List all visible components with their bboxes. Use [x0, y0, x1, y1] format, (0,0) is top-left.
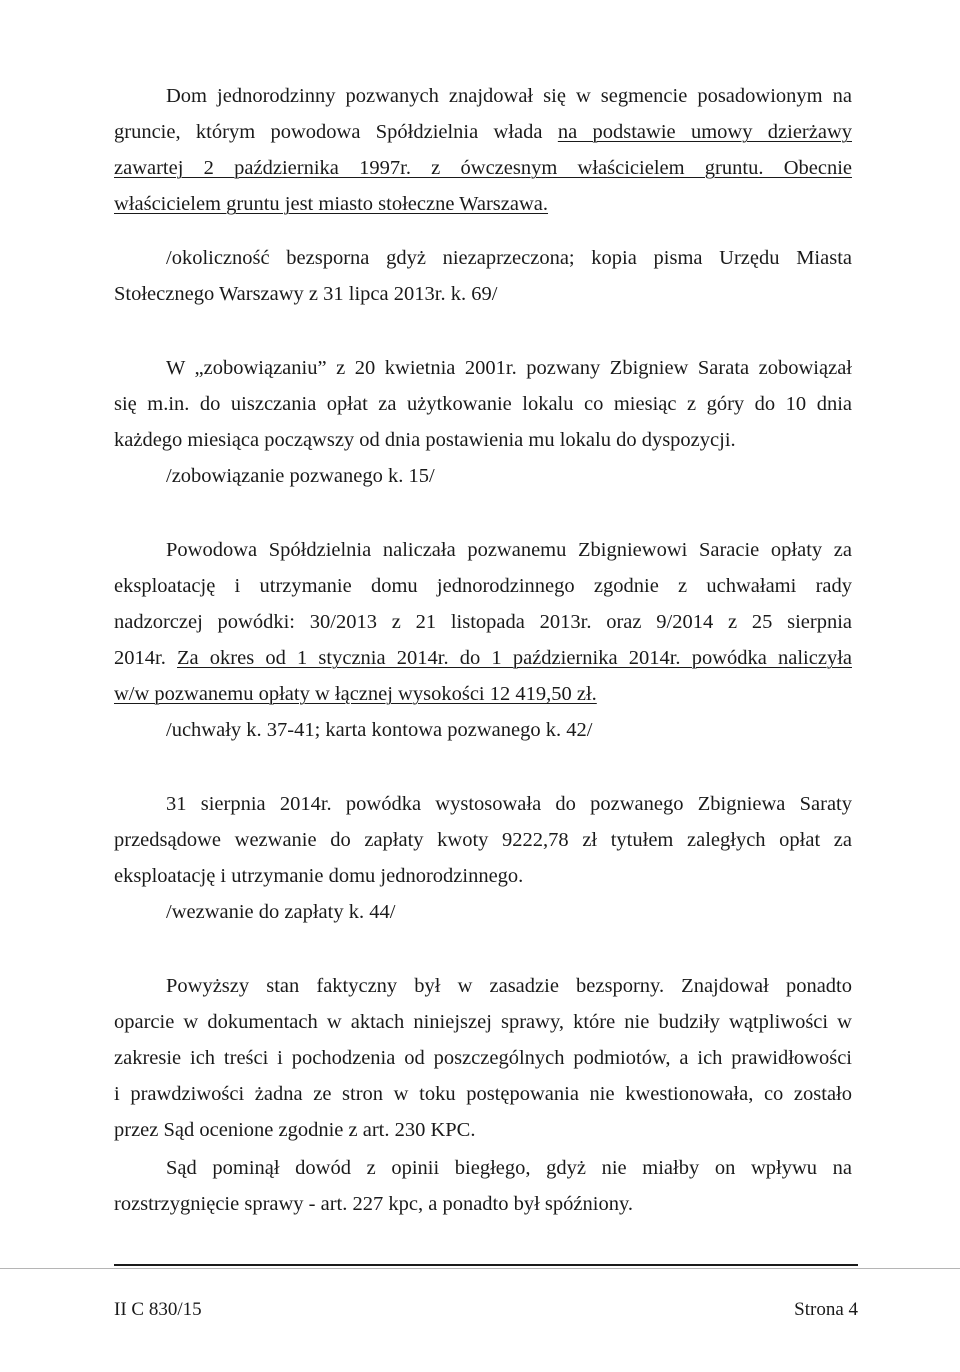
- case-number: II C 830/15: [114, 1299, 202, 1320]
- text-line: 31 sierpnia 2014r. powódka wystosowała do pozwanego Zbigniewa Saraty: [166, 793, 852, 815]
- paragraph-1-note: [114, 240, 852, 312]
- underlined-text: w/w pozwanemu opłaty w łącznej wysokości 12 419,50 zł.: [114, 683, 597, 705]
- text-line: Powyższy stan faktyczny był w zasadzie bezsporny. Znajdował ponadto: [166, 975, 852, 997]
- text-line: [114, 186, 852, 222]
- text-span: gruncie, którym powodowa Spółdzielnia włada: [114, 121, 558, 143]
- text-line: /zobowiązanie pozwanego k. 15/: [166, 465, 435, 487]
- text-line: przez Sąd ocenione zgodnie z art. 230 KPC.: [114, 1119, 476, 1141]
- text-line: [114, 676, 852, 712]
- text-line: eksploatację i utrzymanie domu jednorodzinnego zgodnie z uchwałami rady: [114, 575, 852, 597]
- paragraph-5: [114, 968, 852, 1148]
- text-line: oparcie w dokumentach w aktach niniejszej sprawy, które nie budziły wątpliwości w: [114, 1011, 852, 1033]
- text-line: [114, 640, 852, 676]
- text-line: [114, 114, 852, 150]
- footer-divider: [114, 1264, 858, 1266]
- paragraph-4: [114, 786, 852, 930]
- text-line: się m.in. do uiszczania opłat za użytkowanie lokalu co miesiąc z góry do 10 dnia: [114, 393, 852, 415]
- underlined-text-line: zawartej 2 października 1997r. z ówczesnym właścicielem gruntu. Obecnie: [114, 157, 852, 179]
- text-line: /okoliczność bezsporna gdyż niezaprzeczona; kopia pisma Urzędu Miasta: [166, 247, 852, 269]
- text-line: Sąd pominął dowód z opinii biegłego, gdyż nie miałby on wpływu na: [166, 1157, 852, 1179]
- text-line: Powodowa Spółdzielnia naliczała pozwanemu Zbigniewowi Saracie opłaty za: [166, 539, 852, 561]
- text-line: Stołecznego Warszawy z 31 lipca 2013r. k. 69/: [114, 283, 498, 305]
- text-line: i prawdziwości żadna ze stron w toku postępowania nie kwestionowała, co zostało: [114, 1083, 852, 1105]
- text-line: W „zobowiązaniu” z 20 kwietnia 2001r. pozwany Zbigniew Sarata zobowiązał: [166, 357, 852, 379]
- text-line: zakresie ich treści i pochodzenia od poszczególnych podmiotów, a ich prawidłowości: [114, 1047, 852, 1069]
- paragraph-2: [114, 350, 852, 494]
- text-line: /uchwały k. 37-41; karta kontowa pozwanego k. 42/: [166, 719, 593, 741]
- text-span: 2014r.: [114, 647, 177, 669]
- text-line: rozstrzygnięcie sprawy - art. 227 kpc, a ponadto był spóźniony.: [114, 1193, 633, 1215]
- text-line: każdego miesiąca począwszy od dnia postawienia mu lokalu do dyspozycji.: [114, 429, 736, 451]
- footer-divider-thin: [0, 1268, 960, 1269]
- text-line: /wezwanie do zapłaty k. 44/: [166, 901, 396, 923]
- paragraph-3: [114, 532, 852, 748]
- text-line: nadzorczej powódki: 30/2013 z 21 listopada 2013r. oraz 9/2014 z 25 sierpnia: [114, 611, 852, 633]
- underlined-text: Za okres od 1 stycznia 2014r. do 1 października 2014r. powódka naliczyła: [177, 647, 852, 669]
- paragraph-6: [114, 1150, 852, 1222]
- paragraph-1: [114, 78, 852, 222]
- text-line: eksploatację i utrzymanie domu jednorodzinnego.: [114, 865, 524, 887]
- underlined-text: właścicielem gruntu jest miasto stołeczne Warszawa.: [114, 193, 549, 215]
- text-line: przedsądowe wezwanie do zapłaty kwoty 9222,78 zł tytułem zaległych opłat za: [114, 829, 852, 851]
- page-number: Strona 4: [794, 1299, 858, 1320]
- text-line: Dom jednorodzinny pozwanych znajdował się w segmencie posadowionym na: [166, 85, 852, 107]
- underlined-text: na podstawie umowy dzierżawy: [557, 121, 852, 143]
